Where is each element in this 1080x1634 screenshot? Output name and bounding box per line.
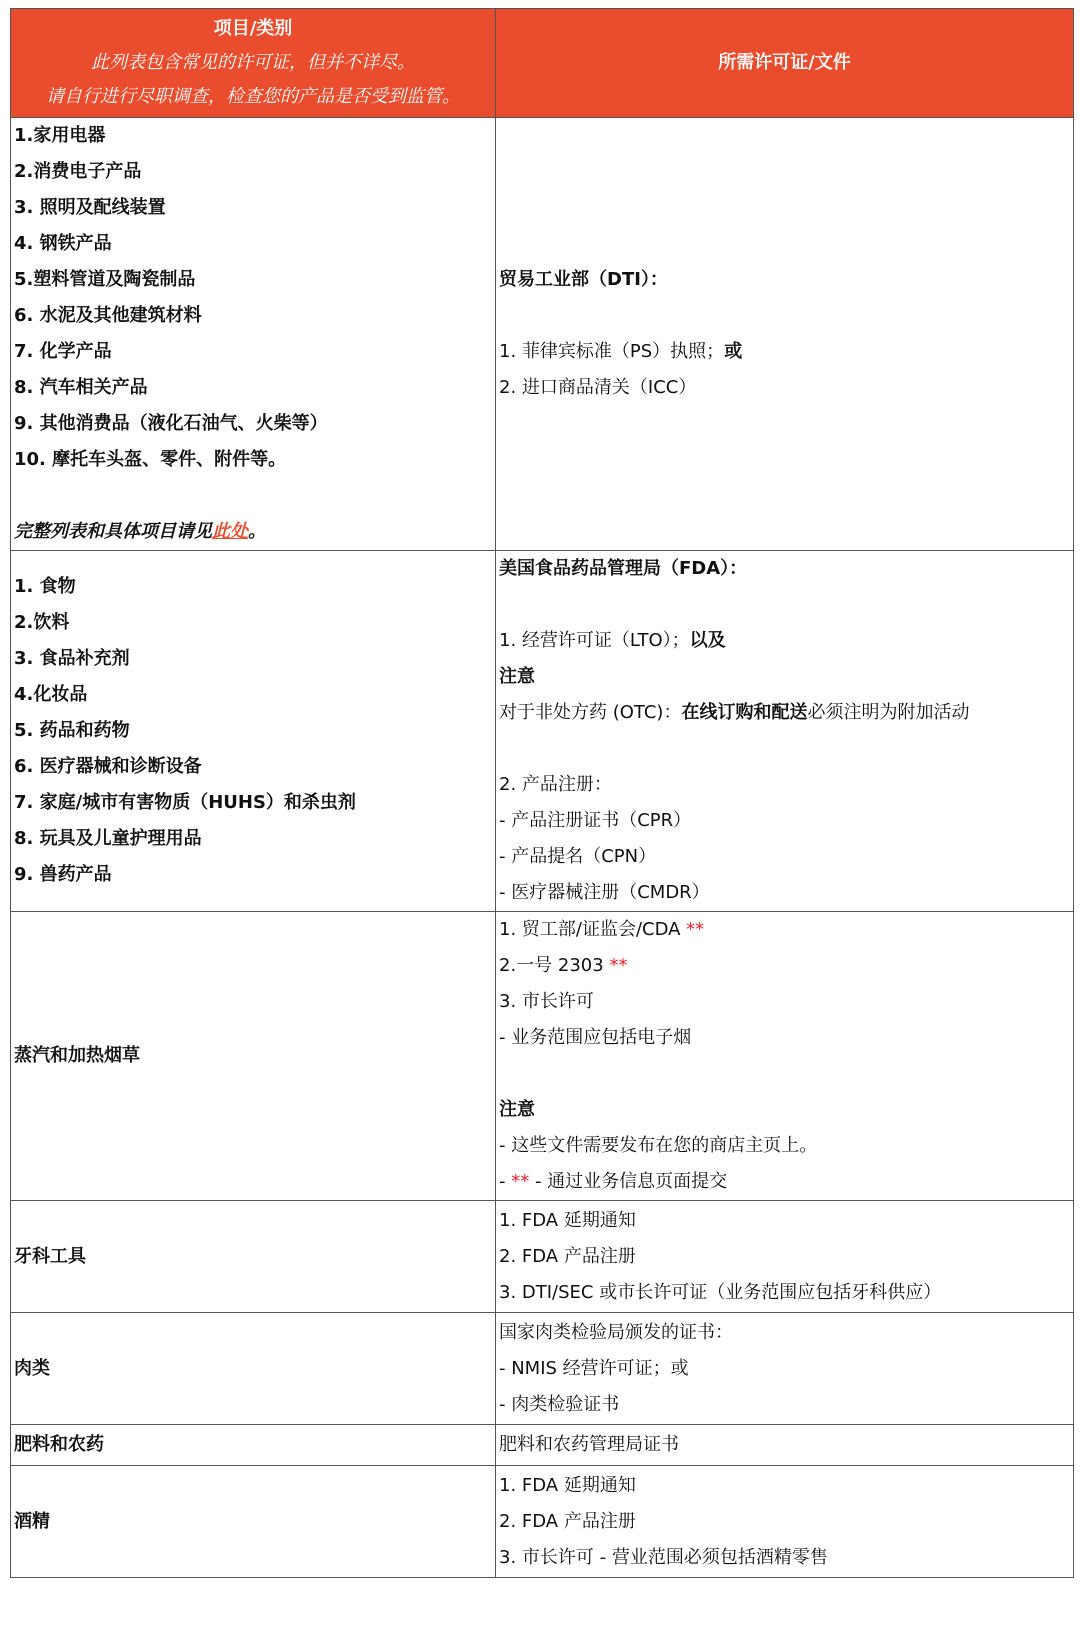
spacer <box>499 298 1070 334</box>
list-item: 6. 水泥及其他建筑材料 <box>14 305 202 326</box>
list-item: 3. 食品补充剂 <box>14 648 130 669</box>
spacer <box>14 478 492 514</box>
list-item: 7. 家庭/城市有害物质（HUHS）和杀虫剂 <box>14 792 356 813</box>
full-list-note-suffix: 。 <box>248 521 266 542</box>
registration-item: - 医疗器械注册（CMDR） <box>499 882 710 903</box>
note-item-prefix: - <box>499 1171 512 1192</box>
full-list-link[interactable]: 此处 <box>212 521 248 542</box>
note-item <box>499 1164 1070 1200</box>
license-item-text: 1. 菲律宾标准（PS）执照； <box>499 341 725 362</box>
header-category-title: 项目/类别 <box>213 18 293 39</box>
table-row <box>11 1425 1074 1466</box>
table-row <box>11 1201 1074 1313</box>
registration-item: - 产品注册证书（CPR） <box>499 810 692 831</box>
license-cell <box>496 1313 1074 1425</box>
category-label: 肉类 <box>14 1357 50 1379</box>
license-item <box>499 912 1070 948</box>
list-item: 7. 化学产品 <box>14 341 112 362</box>
agency-heading: 美国食品药品管理局（FDA）： <box>499 558 748 579</box>
required-mark: ** <box>511 1171 530 1192</box>
license-item: 肥料和农药管理局证书 <box>499 1434 679 1455</box>
required-mark: ** <box>609 955 628 976</box>
list-item: 6. 医疗器械和诊断设备 <box>14 756 202 777</box>
license-cell <box>496 551 1074 912</box>
category-cell <box>11 912 496 1201</box>
spacer <box>499 1056 1070 1092</box>
license-requirements-table <box>10 8 1074 1578</box>
license-item: 2. FDA 产品注册 <box>499 1510 636 1532</box>
table-row <box>11 912 1074 1201</box>
table-row <box>11 551 1074 912</box>
registration-item: - 产品提名（CPN） <box>499 846 657 867</box>
license-item: 国家肉类检验局颁发的证书： <box>499 1321 733 1343</box>
note-label: 注意 <box>499 1099 535 1120</box>
list-item: 9. 其他消费品（液化石油气、火柴等） <box>14 413 328 434</box>
license-table-container <box>10 8 1073 1578</box>
category-label: 牙科工具 <box>14 1245 86 1267</box>
list-item: 8. 汽车相关产品 <box>14 377 148 398</box>
category-label: 肥料和农药 <box>14 1434 104 1455</box>
otc-note-suffix: 必须注明为附加活动 <box>807 702 970 723</box>
otc-note-bold: 在线订购和配送 <box>681 702 808 723</box>
license-item-text: 2.一号 2303 <box>499 955 610 976</box>
full-list-note <box>14 514 492 550</box>
list-item: 4.化妆品 <box>14 684 88 705</box>
list-item: 2.饮料 <box>14 612 70 633</box>
license-cell <box>496 1466 1074 1578</box>
license-item: - 业务范围应包括电子烟 <box>499 1027 692 1048</box>
license-item: 3. 市长许可 <box>499 991 594 1012</box>
license-item-text: 1. 贸工部/证监会/CDA <box>499 919 687 940</box>
license-cell <box>496 912 1074 1201</box>
category-cell <box>11 1313 496 1425</box>
list-item: 3. 照明及配线装置 <box>14 197 166 218</box>
table-row <box>11 1313 1074 1425</box>
category-cell <box>11 118 496 551</box>
license-item: 3. DTI/SEC 或市长许可证（业务范围应包括牙科供应） <box>499 1281 942 1303</box>
license-cell <box>496 1425 1074 1466</box>
list-item: 8. 玩具及儿童护理用品 <box>14 828 202 849</box>
header-category-cell <box>11 9 496 118</box>
conjunction-or: 或 <box>724 341 743 362</box>
list-item: 1. 食物 <box>14 576 76 597</box>
category-cell <box>11 551 496 912</box>
category-label: 酒精 <box>14 1510 50 1532</box>
list-item: 9. 兽药产品 <box>14 864 112 885</box>
category-cell <box>11 1425 496 1466</box>
list-item: 1.家用电器 <box>14 125 106 146</box>
agency-heading: 贸易工业部（DTI）： <box>499 269 668 290</box>
license-cell <box>496 1201 1074 1313</box>
header-license-title: 所需许可证/文件 <box>718 52 851 73</box>
license-item: - NMIS 经营许可证；或 <box>499 1357 689 1379</box>
list-item: 4. 钢铁产品 <box>14 233 112 254</box>
license-item: 1. FDA 延期通知 <box>499 1209 636 1231</box>
list-item: 5. 药品和药物 <box>14 720 130 741</box>
otc-note-prefix: 对于非处方药 (OTC)： <box>499 702 682 723</box>
otc-note <box>499 695 1070 731</box>
license-item-text: 1. 经营许可证（LTO）； <box>499 630 690 651</box>
header-license-cell <box>496 9 1074 118</box>
list-item: 5.塑料管道及陶瓷制品 <box>14 269 196 290</box>
note-label: 注意 <box>499 666 535 687</box>
license-item: 3. 市长许可 - 营业范围必须包括酒精零售 <box>499 1546 828 1568</box>
license-item: - 肉类检验证书 <box>499 1393 620 1415</box>
license-item: 2. 进口商品清关（ICC） <box>499 377 697 398</box>
license-cell <box>496 118 1074 551</box>
table-row <box>11 1466 1074 1578</box>
spacer <box>499 587 1070 623</box>
license-item <box>499 334 1070 370</box>
category-cell <box>11 1466 496 1578</box>
category-label: 蒸汽和加热烟草 <box>14 1045 140 1066</box>
list-item: 10. 摩托车头盔、零件、附件等。 <box>14 449 287 470</box>
header-disclaimer-line1: 此列表包含常见的许可证，但并不详尽。 <box>91 52 415 73</box>
required-mark: ** <box>686 919 705 940</box>
conjunction-and: 以及 <box>689 630 726 651</box>
header-disclaimer-line2: 请自行进行尽职调查，检查您的产品是否受到监管。 <box>46 86 460 107</box>
registration-title: 2. 产品注册： <box>499 774 612 795</box>
spacer <box>499 731 1070 767</box>
license-item: 1. FDA 延期通知 <box>499 1474 636 1496</box>
category-cell <box>11 1201 496 1313</box>
license-item: 2. FDA 产品注册 <box>499 1245 636 1267</box>
note-item: - 这些文件需要发布在您的商店主页上。 <box>499 1135 818 1156</box>
license-item <box>499 948 1070 984</box>
table-header-row <box>11 9 1074 118</box>
full-list-note-text: 完整列表和具体项目请见 <box>14 521 212 542</box>
table-row <box>11 118 1074 551</box>
note-item-suffix: - 通过业务信息页面提交 <box>529 1171 728 1192</box>
list-item: 2.消费电子产品 <box>14 161 142 182</box>
license-item <box>499 623 1070 659</box>
